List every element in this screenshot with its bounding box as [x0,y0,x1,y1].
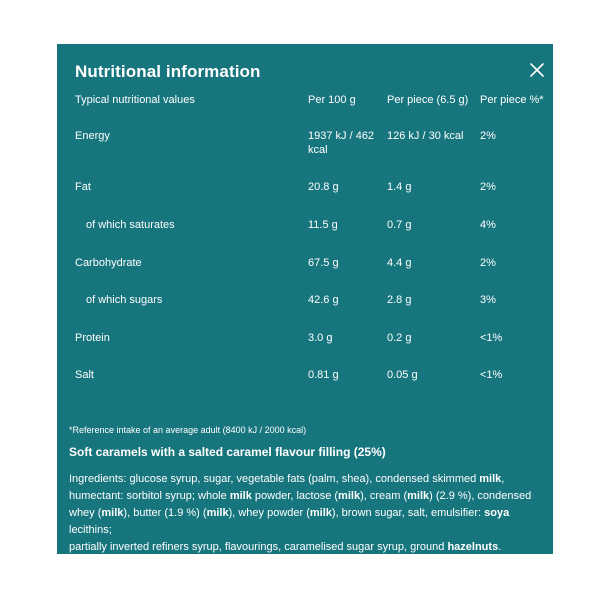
row-label: of which sugars [86,294,163,306]
row-per-piece: 0.7 g [387,219,412,231]
row-per-100g [308,129,388,157]
row-per-100g: 11.5 g [308,219,338,231]
row-label: of which saturates [86,219,175,231]
row-label: Salt [75,369,94,381]
header-per-piece: Per piece (6.5 g) [387,94,469,106]
header-per-100g: Per 100 g [308,94,356,106]
ingredients-text: Ingredients: glucose syrup, sugar, vegetable fats (palm, shea), condensed skimmed milk, humectant: sorbitol syrup; whole milk powder, lactose (milk), cream (milk) (2.9 %), condensed whey (milk), butter (1.9 %) (milk), whey powder (milk), brown sugar, salt, emulsifier: soya lecithins; partially inverted refiners syrup, flavourings, caramelised sugar syrup, ground hazelnuts. May also contain other nuts. [69,473,532,570]
close-icon [530,63,544,77]
row-label: Protein [75,332,110,344]
row-per-piece: 4.4 g [387,257,412,269]
row-label: Energy [75,130,110,142]
allergen-warning: May also contain other nuts. [69,558,218,570]
modal-title: Nutritional information [75,62,261,81]
product-description: Soft caramels with a salted caramel flavour filling (25%) [69,445,386,459]
nutrition-modal [57,44,553,570]
row-percent: 2% [480,130,496,142]
energy-per-100g-line2: kcal [308,144,328,156]
row-per-100g: 3.0 g [308,332,333,344]
header-per-piece-percent: Per piece %* [480,94,544,106]
header-typical-values: Typical nutritional values [75,94,195,106]
row-percent: 2% [480,257,496,269]
row-percent: 2% [480,181,496,193]
row-per-100g: 42.6 g [308,294,339,306]
row-per-100g: 67.5 g [308,257,339,269]
row-percent: <1% [480,369,503,381]
row-percent: <1% [480,332,503,344]
row-percent: 4% [480,219,496,231]
row-label: Fat [75,181,91,193]
row-per-piece: 0.05 g [387,369,418,381]
row-label: Carbohydrate [75,257,142,269]
row-per-piece: 0.2 g [387,332,412,344]
row-per-piece: 1.4 g [387,181,412,193]
row-per-100g: 0.81 g [308,369,339,381]
energy-per-100g-line1: 1937 kJ / 462 [308,130,375,142]
row-per-piece: 2.8 g [387,294,412,306]
row-per-piece: 126 kJ / 30 kcal [387,130,464,142]
reference-intake-footnote: *Reference intake of an average adult (8400 kJ / 2000 kcal) [69,425,307,435]
close-button[interactable] [527,60,547,80]
row-per-100g: 20.8 g [308,181,339,193]
row-percent: 3% [480,294,496,306]
